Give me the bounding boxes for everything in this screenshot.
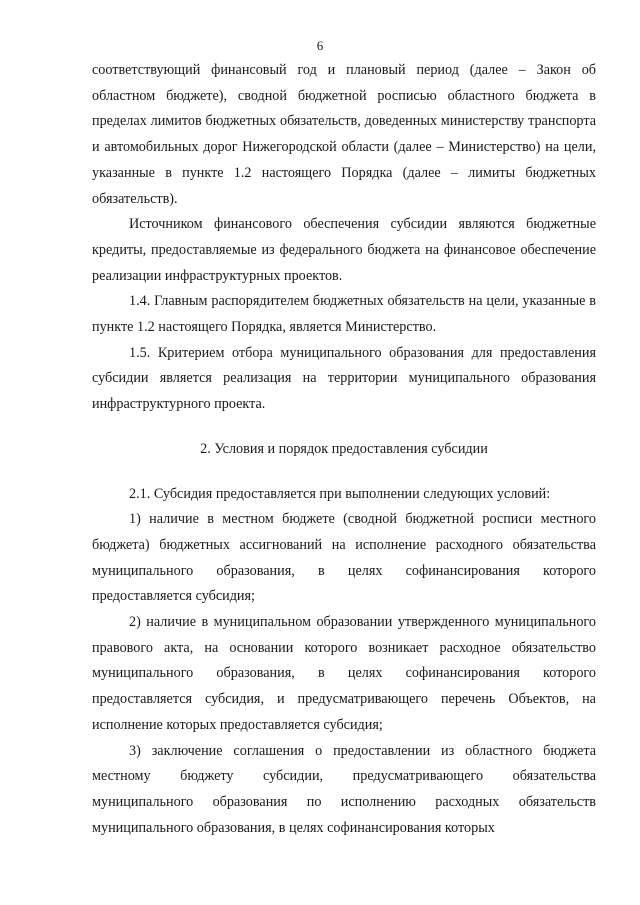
paragraph-1-4: 1.4. Главным распорядителем бюджетных обязательств на цели, указанные в пункте 1.2 настоящего Порядка, является Министерство.	[92, 293, 596, 336]
page-number: 6	[316, 38, 324, 53]
paragraph-2-1: 2.1. Субсидия предоставляется при выполнении следующих условий:	[129, 485, 551, 502]
paragraph-continuation: соответствующий финансовый год и плановый период (далее – Закон об областном бюджете), сводной бюджетной росписью областного бюджета в пределах лимитов бюджетных обязательств, доведенных министерству транспорта и автомобильных дорог Нижегородской области (далее – Министерство) на цели, указанные в пункте 1.2 настоящего Порядка (далее – лимиты бюджетных обязательств).	[92, 62, 596, 207]
condition-item-3: 3) заключение соглашения о предоставлении из областного бюджета местному бюджету субсидии, предусматривающего обязательства муниципального образования по исполнению расходных обязательств муниципального образования, в целях софинансирования которых	[92, 742, 596, 836]
condition-item-2: 2) наличие в муниципальном образовании утвержденного муниципального правового акта, на основании которого возникает расходное обязательство муниципального образования, в целях софинансирования которого предоставляется субсидия, и предусматривающего перечень Объектов, на исполнение которых предоставляется субсидия;	[92, 614, 596, 733]
paragraph-funding-source: Источником финансового обеспечения субсидии являются бюджетные кредиты, предоставляемые из федерального бюджета на финансовое обеспечение реализации инфраструктурных проектов.	[92, 216, 596, 284]
condition-item-1: 1) наличие в местном бюджете (сводной бюджетной росписи местного бюджета) бюджетных ассигнований на исполнение расходного обязательства муниципального образования, в целях софинансирования которого предоставляется субсидия;	[92, 511, 596, 605]
paragraph-1-5: 1.5. Критерием отбора муниципального образования для предоставления субсидии является реализация на территории муниципального образования инфраструктурного проекта.	[92, 344, 596, 413]
document-body	[92, 58, 596, 841]
section-heading: 2. Условия и порядок предоставления субсидии	[200, 440, 488, 457]
